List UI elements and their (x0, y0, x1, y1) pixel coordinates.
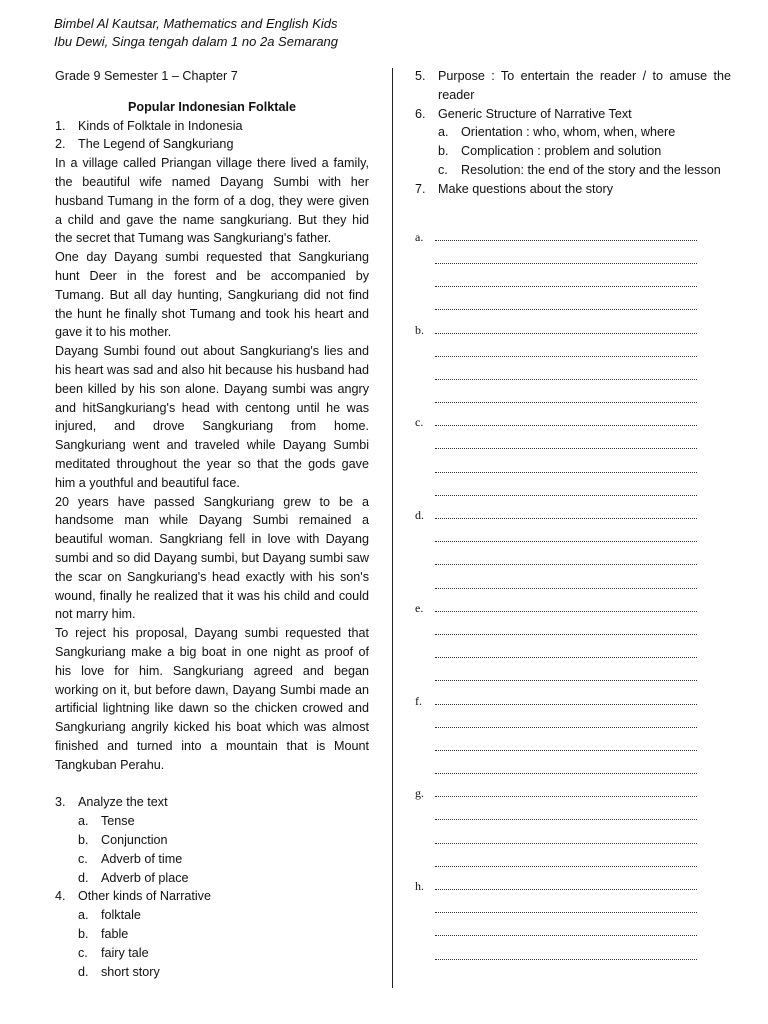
story-paragraph: One day Dayang sumbi requested that Sangkuriang hunt Deer in the forest and be accompanied by Tumang. But all day hunting, Sangkuriang did not find the hunt he finally shot Tumang and took his heart and gave it to his mother. (55, 250, 369, 340)
question-label: d. (415, 508, 424, 523)
list-item (415, 67, 731, 105)
answer-line[interactable] (435, 739, 697, 751)
sub-item-text: Complication : problem and solution (461, 144, 662, 159)
answer-line-row (415, 244, 731, 267)
answer-line[interactable] (435, 693, 697, 705)
answer-line-row (415, 661, 731, 684)
answer-line[interactable] (435, 716, 697, 728)
sub-item-letter: b. (78, 833, 89, 848)
answer-line[interactable] (435, 437, 697, 449)
story-paragraph: Dayang Sumbi found out about Sangkuriang's lies and his heart was sad and also hit because his husband had been killed by his son alone. Dayang sumbi was angry and hitSangkuriang's head with centong until he was injured, and drove Sangkuriang from home. Sangkuriang went and traveled while Dayang Sumbi meditated throughout the year so that the gods gave him a youthful and beautiful face. (55, 344, 369, 490)
sub-item-text: Adverb of place (101, 870, 189, 885)
sub-item (415, 161, 731, 180)
sub-item-text: Adverb of time (101, 851, 183, 866)
story-paragraph: In a village called Priangan village there lived a family, the beautiful wife named Dayang Sumbi with her husband Tumang in the form of a dog, they were given a child and gave the name sangkuriang. But they hid the secret that Tumang was Sangkuriang's father. (55, 156, 369, 246)
question-block (415, 777, 731, 870)
sub-item-text: fairy tale (101, 945, 149, 960)
question-answer-area (415, 221, 731, 963)
answer-line-row (415, 708, 731, 731)
answer-line-row (415, 870, 731, 893)
answer-line[interactable] (435, 832, 697, 844)
answer-line[interactable] (435, 901, 697, 913)
item-number: 2. (55, 137, 66, 152)
question-label: c. (415, 415, 424, 430)
sub-item (55, 906, 369, 925)
sub-item (55, 812, 369, 831)
answer-line-row (415, 684, 731, 707)
answer-line[interactable] (435, 414, 697, 426)
sub-item (55, 944, 369, 963)
question-label: b. (415, 322, 424, 337)
header-line-1: Bimbel Al Kautsar, Mathematics and English Kids (54, 16, 338, 31)
sub-item-letter: c. (78, 945, 88, 960)
item-number: 6. (415, 106, 426, 121)
question-label: a. (415, 229, 424, 244)
answer-line-row (415, 800, 731, 823)
answer-line[interactable] (435, 878, 697, 890)
list-item (55, 117, 369, 136)
answer-line-row (415, 592, 731, 615)
answer-line-row (415, 754, 731, 777)
answer-line-row (415, 452, 731, 475)
question-block (415, 406, 731, 499)
item-text: The Legend of Sangkuriang (78, 137, 234, 152)
question-block (415, 221, 731, 314)
sub-item (55, 963, 369, 982)
answer-line[interactable] (435, 345, 697, 357)
answer-line[interactable] (435, 808, 697, 820)
grade-chapter: Grade 9 Semester 1 – Chapter 7 (55, 69, 238, 83)
sub-item (415, 123, 731, 142)
question-label: h. (415, 879, 424, 894)
sub-item-text: folktale (101, 908, 141, 923)
answer-line-row (415, 406, 731, 429)
right-column (415, 67, 731, 963)
sub-item-letter: b. (78, 927, 89, 942)
answer-line-row (415, 313, 731, 336)
sub-item (55, 869, 369, 888)
sub-item-letter: c. (438, 162, 448, 177)
left-column (55, 67, 369, 981)
list-item (55, 793, 369, 812)
answer-line[interactable] (435, 530, 697, 542)
answer-line-row (415, 290, 731, 313)
item-text: Purpose : To entertain the reader / to amuse the reader (438, 69, 731, 102)
sub-item-letter: a. (438, 125, 449, 140)
answer-line[interactable] (435, 507, 697, 519)
answer-line-row (415, 383, 731, 406)
list-item (415, 105, 731, 124)
answer-line-row (415, 615, 731, 638)
item-number: 4. (55, 889, 66, 904)
answer-line[interactable] (435, 391, 697, 403)
list-item (55, 887, 369, 906)
answer-line-row (415, 777, 731, 800)
answer-line[interactable] (435, 484, 697, 496)
sub-item-letter: d. (78, 870, 89, 885)
column-divider (392, 68, 393, 988)
question-block (415, 313, 731, 406)
sub-item (55, 831, 369, 850)
document-header (54, 15, 338, 51)
answer-line[interactable] (435, 275, 697, 287)
item-text: Analyze the text (78, 795, 168, 810)
answer-line-row (415, 568, 731, 591)
item-number: 7. (415, 181, 426, 196)
answer-line-row (415, 522, 731, 545)
item-number: 5. (415, 69, 426, 83)
answer-line[interactable] (435, 855, 697, 867)
answer-line[interactable] (435, 600, 697, 612)
sub-item (55, 850, 369, 869)
question-label: f. (415, 693, 422, 708)
answer-line[interactable] (435, 553, 697, 565)
answer-line[interactable] (435, 623, 697, 635)
answer-line-row (415, 731, 731, 754)
spacer (55, 774, 369, 793)
answer-line[interactable] (435, 252, 697, 264)
sub-item-letter: b. (438, 144, 449, 159)
item-text: Kinds of Folktale in Indonesia (78, 118, 243, 133)
list-item (55, 135, 369, 154)
worksheet-title: Popular Indonesian Folktale (128, 99, 296, 114)
sub-item-letter: a. (78, 814, 89, 829)
question-block (415, 870, 731, 963)
answer-line[interactable] (435, 669, 697, 681)
sub-item (415, 142, 731, 161)
item-number: 1. (55, 118, 66, 133)
answer-line-row (415, 823, 731, 846)
sub-item (55, 925, 369, 944)
question-block (415, 684, 731, 777)
answer-line[interactable] (435, 577, 697, 589)
sub-item-letter: d. (78, 964, 89, 979)
sub-item-text: fable (101, 927, 129, 942)
answer-line[interactable] (435, 924, 697, 936)
answer-line[interactable] (435, 646, 697, 658)
question-block (415, 592, 731, 685)
question-label: g. (415, 786, 424, 801)
answer-line[interactable] (435, 368, 697, 380)
sub-item-text: short story (101, 964, 160, 979)
answer-line[interactable] (435, 948, 697, 960)
sub-item-letter: a. (78, 908, 89, 923)
answer-line-row (415, 847, 731, 870)
answer-line-row (415, 893, 731, 916)
answer-line-row (415, 939, 731, 962)
answer-line-row (415, 638, 731, 661)
answer-line[interactable] (435, 762, 697, 774)
answer-line-row (415, 429, 731, 452)
answer-line[interactable] (435, 298, 697, 310)
answer-line-row (415, 221, 731, 244)
answer-line-row (415, 337, 731, 360)
list-item (415, 180, 731, 199)
answer-line[interactable] (435, 322, 697, 334)
answer-line-row (415, 916, 731, 939)
item-text: Make questions about the story (438, 181, 614, 196)
answer-line-row (415, 499, 731, 522)
item-number: 3. (55, 795, 66, 810)
story-paragraph: 20 years have passed Sangkuriang grew to be a handsome man while Dayang Sumbi remained a beautiful woman. Sangkriang fell in love with Dayang sumbi and so did Dayang sumbi, but Dayang sumbi saw the scar on Sangkuriang's head exactly with his son's wound, finally he realized that it was his child and could not marry him. (55, 494, 369, 622)
sub-item-text: Conjunction (101, 833, 168, 848)
question-label: e. (415, 600, 424, 615)
sub-item-text: Tense (101, 814, 135, 829)
sub-item-text: Resolution: the end of the story and the lesson (461, 162, 721, 177)
answer-line-row (415, 267, 731, 290)
story-paragraph: To reject his proposal, Dayang sumbi requested that Sangkuriang make a big boat in one night as proof of his love for him. Sangkuriang agreed and began working on it, but before dawn, Dayang Sumbi made an artificial lightning like dawn so the chicken crowed and Sangkuriang angrily kicked his boat which was almost finished and turned into a mountain that is Mount Tangkuban Perahu. (55, 626, 369, 772)
sub-item-text: Orientation : who, whom, when, where (461, 125, 676, 140)
header-line-2: Ibu Dewi, Singa tengah dalam 1 no 2a Semarang (54, 34, 339, 49)
sub-item-letter: c. (78, 851, 88, 866)
answer-line[interactable] (435, 229, 697, 241)
question-block (415, 499, 731, 592)
answer-line[interactable] (435, 785, 697, 797)
answer-line[interactable] (435, 461, 697, 473)
item-text: Other kinds of Narrative (78, 889, 211, 904)
answer-line-row (415, 545, 731, 568)
item-text: Generic Structure of Narrative Text (438, 106, 632, 121)
answer-line-row (415, 476, 731, 499)
answer-line-row (415, 360, 731, 383)
